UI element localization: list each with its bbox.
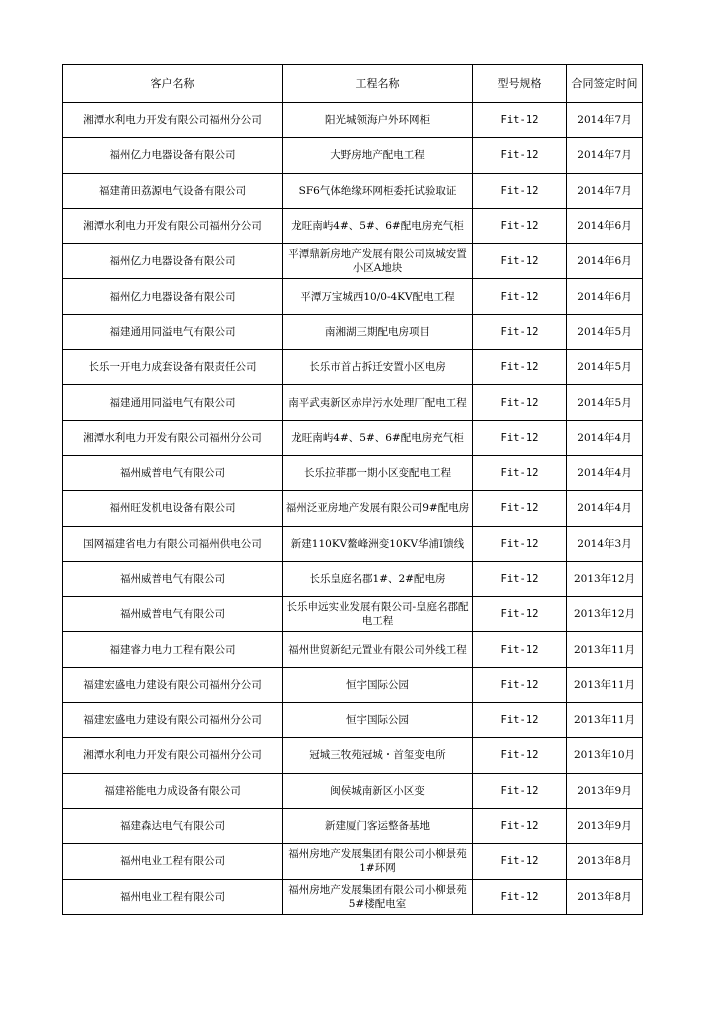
header-date: 合同签定时间 xyxy=(567,65,643,103)
table-row xyxy=(63,773,643,808)
cell-customer: 福州威普电气有限公司 xyxy=(63,455,283,490)
contracts-table xyxy=(62,64,643,915)
cell-date: 2014年6月 xyxy=(567,279,643,314)
cell-customer: 福州威普电气有限公司 xyxy=(63,597,283,632)
table-row xyxy=(63,738,643,773)
cell-project: 长乐申远实业发展有限公司-皇庭名郡配电工程 xyxy=(283,597,473,632)
table-row xyxy=(63,244,643,279)
cell-date: 2013年8月 xyxy=(567,879,643,914)
table-row xyxy=(63,314,643,349)
cell-model: Fit-12 xyxy=(473,314,567,349)
cell-date: 2014年5月 xyxy=(567,350,643,385)
table-row xyxy=(63,597,643,632)
cell-customer: 福州亿力电器设备有限公司 xyxy=(63,138,283,173)
cell-project: 福州泛亚房地产发展有限公司9#配电房 xyxy=(283,491,473,526)
cell-customer: 福建森达电气有限公司 xyxy=(63,808,283,843)
cell-date: 2013年9月 xyxy=(567,773,643,808)
cell-customer: 福建睿力电力工程有限公司 xyxy=(63,632,283,667)
cell-model: Fit-12 xyxy=(473,667,567,702)
table-row xyxy=(63,703,643,738)
cell-model: Fit-12 xyxy=(473,385,567,420)
cell-model: Fit-12 xyxy=(473,350,567,385)
cell-model: Fit-12 xyxy=(473,279,567,314)
cell-date: 2014年7月 xyxy=(567,138,643,173)
cell-project: 长乐市首占拆迁安置小区电房 xyxy=(283,350,473,385)
cell-date: 2013年11月 xyxy=(567,667,643,702)
cell-model: Fit-12 xyxy=(473,526,567,561)
cell-customer: 福建裕能电力成设备有限公司 xyxy=(63,773,283,808)
cell-model: Fit-12 xyxy=(473,173,567,208)
cell-project: 福州房地产发展集团有限公司小柳景苑5#楼配电室 xyxy=(283,879,473,914)
cell-customer: 长乐一开电力成套设备有限责任公司 xyxy=(63,350,283,385)
cell-model: Fit-12 xyxy=(473,844,567,879)
cell-customer: 福建莆田荔源电气设备有限公司 xyxy=(63,173,283,208)
cell-project: 大野房地产配电工程 xyxy=(283,138,473,173)
cell-customer: 福建通用同溢电气有限公司 xyxy=(63,385,283,420)
cell-date: 2014年6月 xyxy=(567,244,643,279)
table-header-row xyxy=(63,65,643,103)
table-row xyxy=(63,844,643,879)
cell-customer: 湘潭水利电力开发有限公司福州分公司 xyxy=(63,420,283,455)
cell-customer: 福州亿力电器设备有限公司 xyxy=(63,244,283,279)
cell-model: Fit-12 xyxy=(473,420,567,455)
table-row xyxy=(63,138,643,173)
cell-project: 龙旺南屿4#、5#、6#配电房充气柜 xyxy=(283,208,473,243)
header-project: 工程名称 xyxy=(283,65,473,103)
table-row xyxy=(63,279,643,314)
cell-date: 2014年3月 xyxy=(567,526,643,561)
cell-customer: 湘潭水利电力开发有限公司福州分公司 xyxy=(63,208,283,243)
cell-model: Fit-12 xyxy=(473,455,567,490)
cell-project: 龙旺南屿4#、5#、6#配电房充气柜 xyxy=(283,420,473,455)
cell-project: 福州世贸新纪元置业有限公司外线工程 xyxy=(283,632,473,667)
cell-date: 2014年5月 xyxy=(567,385,643,420)
cell-project: 平潭鼎新房地产发展有限公司岚城安置小区A地块 xyxy=(283,244,473,279)
table-row xyxy=(63,491,643,526)
cell-date: 2013年11月 xyxy=(567,703,643,738)
cell-date: 2013年8月 xyxy=(567,844,643,879)
table-row xyxy=(63,455,643,490)
table-row xyxy=(63,632,643,667)
table-row xyxy=(63,561,643,596)
cell-model: Fit-12 xyxy=(473,632,567,667)
cell-date: 2013年9月 xyxy=(567,808,643,843)
cell-customer: 湘潭水利电力开发有限公司福州分公司 xyxy=(63,738,283,773)
cell-date: 2013年10月 xyxy=(567,738,643,773)
table-row xyxy=(63,385,643,420)
header-customer: 客户名称 xyxy=(63,65,283,103)
cell-project: 南平武夷新区赤岸污水处理厂配电工程 xyxy=(283,385,473,420)
cell-model: Fit-12 xyxy=(473,597,567,632)
cell-model: Fit-12 xyxy=(473,491,567,526)
table-row xyxy=(63,350,643,385)
cell-date: 2014年5月 xyxy=(567,314,643,349)
cell-model: Fit-12 xyxy=(473,738,567,773)
cell-model: Fit-12 xyxy=(473,208,567,243)
cell-customer: 福州威普电气有限公司 xyxy=(63,561,283,596)
cell-customer: 福州旺发机电设备有限公司 xyxy=(63,491,283,526)
table-row xyxy=(63,420,643,455)
cell-customer: 福建通用同溢电气有限公司 xyxy=(63,314,283,349)
cell-project: 长乐拉菲郡一期小区变配电工程 xyxy=(283,455,473,490)
cell-customer: 福州电业工程有限公司 xyxy=(63,844,283,879)
cell-project: 南湘湖三期配电房项目 xyxy=(283,314,473,349)
cell-date: 2013年11月 xyxy=(567,632,643,667)
cell-model: Fit-12 xyxy=(473,244,567,279)
cell-project: 新建110KV鳌峰洲变10KV华浦I馈线 xyxy=(283,526,473,561)
cell-date: 2014年6月 xyxy=(567,208,643,243)
cell-date: 2014年4月 xyxy=(567,420,643,455)
cell-project: 恒宇国际公园 xyxy=(283,703,473,738)
cell-project: 平潭万宝城西10/0-4KV配电工程 xyxy=(283,279,473,314)
header-model: 型号规格 xyxy=(473,65,567,103)
cell-model: Fit-12 xyxy=(473,773,567,808)
cell-customer: 福建宏盛电力建设有限公司福州分公司 xyxy=(63,703,283,738)
cell-project: SF6气体绝缘环网柜委托试验取证 xyxy=(283,173,473,208)
table-row xyxy=(63,879,643,914)
cell-customer: 福州电业工程有限公司 xyxy=(63,879,283,914)
cell-model: Fit-12 xyxy=(473,103,567,138)
cell-customer: 福建宏盛电力建设有限公司福州分公司 xyxy=(63,667,283,702)
cell-model: Fit-12 xyxy=(473,561,567,596)
cell-model: Fit-12 xyxy=(473,879,567,914)
table-row xyxy=(63,208,643,243)
table-row xyxy=(63,526,643,561)
cell-project: 长乐皇庭名郡1#、2#配电房 xyxy=(283,561,473,596)
cell-date: 2014年7月 xyxy=(567,173,643,208)
cell-date: 2014年4月 xyxy=(567,455,643,490)
cell-customer: 国网福建省电力有限公司福州供电公司 xyxy=(63,526,283,561)
table-row xyxy=(63,173,643,208)
cell-date: 2014年7月 xyxy=(567,103,643,138)
cell-model: Fit-12 xyxy=(473,703,567,738)
cell-date: 2013年12月 xyxy=(567,561,643,596)
cell-project: 闽侯城南新区小区变 xyxy=(283,773,473,808)
cell-date: 2014年4月 xyxy=(567,491,643,526)
cell-project: 阳光城领海户外环网柜 xyxy=(283,103,473,138)
cell-model: Fit-12 xyxy=(473,808,567,843)
table-row xyxy=(63,808,643,843)
cell-project: 福州房地产发展集团有限公司小柳景苑1#环网 xyxy=(283,844,473,879)
cell-date: 2013年12月 xyxy=(567,597,643,632)
table-row xyxy=(63,667,643,702)
table-row xyxy=(63,103,643,138)
cell-project: 冠城三牧苑冠城・首玺变电所 xyxy=(283,738,473,773)
cell-customer: 福州亿力电器设备有限公司 xyxy=(63,279,283,314)
cell-customer: 湘潭水利电力开发有限公司福州分公司 xyxy=(63,103,283,138)
cell-project: 新建厦门客运整备基地 xyxy=(283,808,473,843)
cell-model: Fit-12 xyxy=(473,138,567,173)
cell-project: 恒宇国际公园 xyxy=(283,667,473,702)
